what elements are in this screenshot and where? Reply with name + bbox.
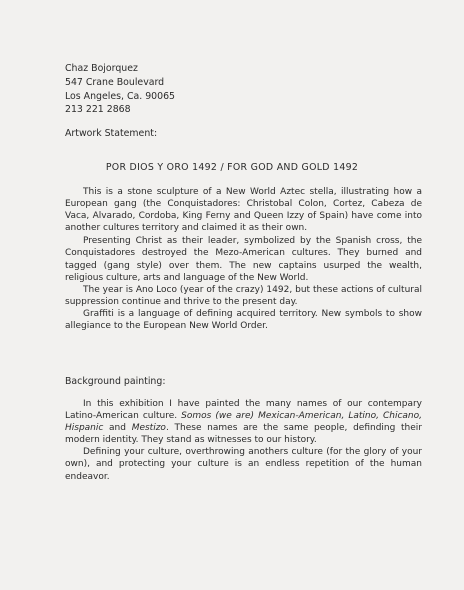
sender-name: Chaz Bojorquez: [65, 63, 138, 74]
bg-italic: Mestizo: [131, 423, 166, 434]
statement-paragraph: The year is Ano Loco (year of the crazy) 1492, but these actions of cultural suppression continue and thrive to the present day.: [65, 284, 422, 307]
bg-text: and: [103, 423, 132, 434]
bg-italic: Somos (we are) Mexican-American, Latino, Chicano, Hispanic: [65, 411, 423, 434]
artwork-title: POR DIOS Y ORO 1492 / FOR GOD AND GOLD 1492: [105, 162, 359, 173]
background-paragraph: [65, 398, 422, 446]
statement-paragraph: Presenting Christ as their leader, symbolized by the Spanish cross, the Conquistadores destroyed the Mezo-American cultures. They burned and tagged (gang style) over them. The new captains usurped the wealth, religious culture, arts and language of the New World.: [65, 236, 422, 283]
background-paragraph: Defining your culture, overthrowing anothers culture (for the glory of your own), and protecting your culture is an endless repetition of the human endeavor.: [65, 447, 422, 482]
statement-paragraph: This is a stone sculpture of a New World Aztec stella, illustrating how a European gang (the Conquistadores: Christobal Colon, Cortez, Cabeza de Vaca, Alvarado, Cordoba, King Ferny and Queen Izzy of Spain) have come into another cultures territory and claimed it as their own.: [65, 187, 422, 234]
bg-text: In this exhibition I have painted the many names of our contempary Latino-American culture.: [65, 399, 422, 422]
sender-address: 547 Crane Boulevard: [65, 76, 165, 88]
sender-block: [65, 62, 175, 117]
bg-text: . These names are the same people, definding their modern identity. They stand as witnesses to our history.: [65, 423, 423, 446]
statement-body: [65, 186, 422, 332]
artwork-statement-heading: Artwork Statement:: [65, 128, 158, 139]
sender-phone: 213 221 2868: [65, 104, 131, 116]
background-body: [65, 398, 422, 483]
sender-city: Los Angeles, Ca. 90065: [65, 90, 176, 102]
background-painting-heading: Background painting:: [65, 376, 166, 387]
statement-paragraph: Graffiti is a language of defining acquired territory. New symbols to show allegiance to the European New World Order.: [65, 308, 422, 332]
